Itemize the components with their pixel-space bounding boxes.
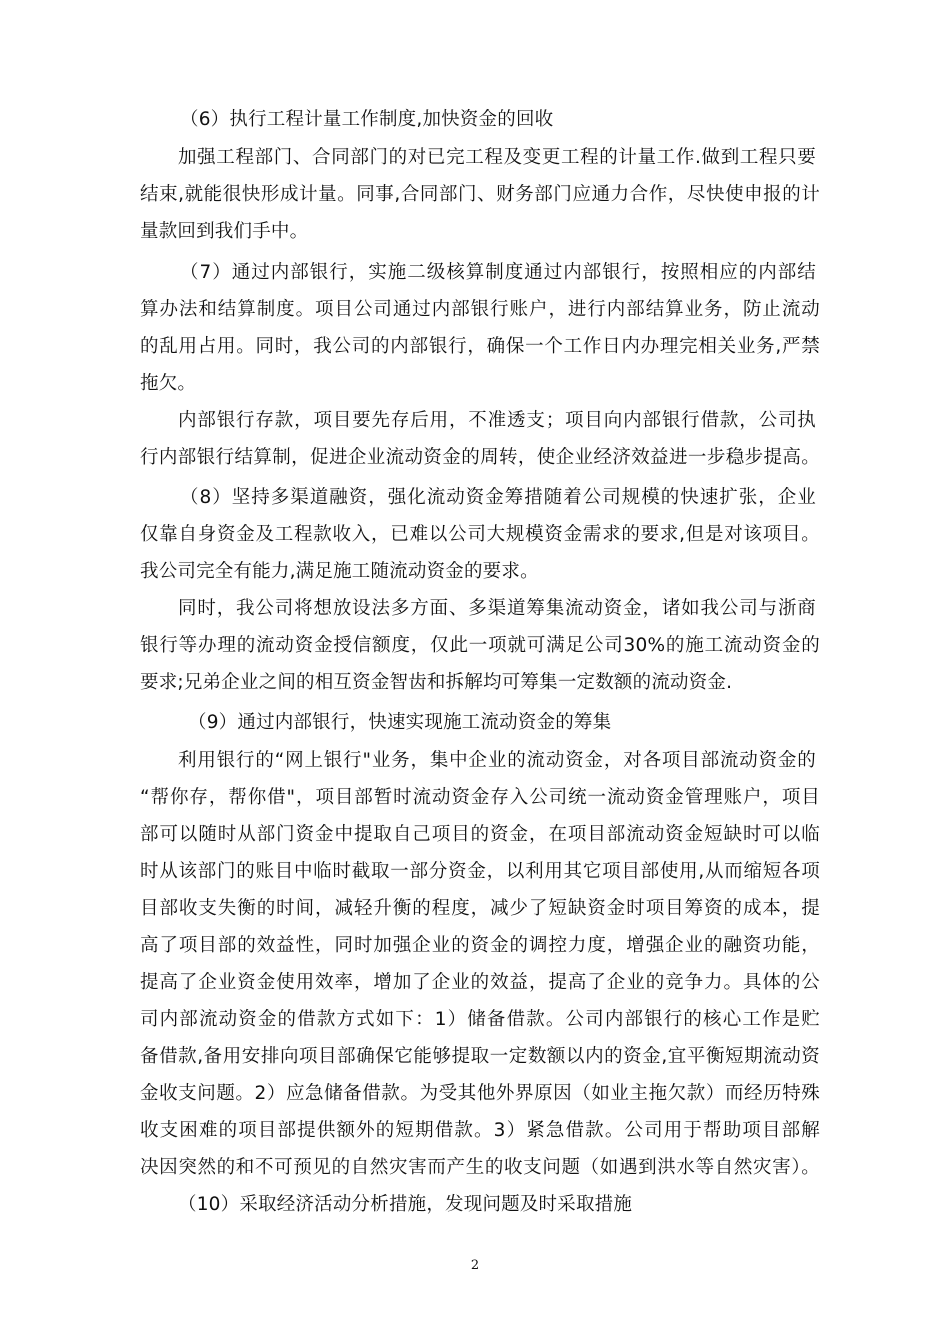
paragraph-line: 部可以随时从部门资金中提取自己项目的资金，在项目部流动资金短缺时可以临 (140, 824, 820, 845)
paragraph-line: 结束,就能很快形成计量。同事,合同部门、财务部门应通力合作，尽快使申报的计 (140, 184, 820, 205)
paragraph-line: 高了项目部的效益性，同时加强企业的资金的调控力度，增强企业的融资功能， (140, 935, 820, 956)
heading-item-8: （8）坚持多渠道融资，强化流动资金筹措随着公司规模的快速扩张，企业 (180, 487, 816, 508)
paragraph-line: 时从该部门的账目中临时截取一部分资金，以利用其它项目部使用,从而缩短各项 (140, 861, 820, 882)
paragraph-line: “帮你存，帮你借"，项目部暂时流动资金存入公司统一流动资金管理账户，项目 (140, 787, 820, 808)
paragraph-line: 拖欠。 (140, 373, 197, 394)
paragraph-line: 仅靠自身资金及工程款收入，已难以公司大规模资金需求的要求,但是对该项目。 (140, 524, 820, 545)
paragraph-line: 量款回到我们手中。 (140, 221, 309, 242)
paragraph-line: 同时，我公司将想放设法多方面、多渠道筹集流动资金，诸如我公司与浙商 (178, 598, 816, 619)
page-number: 2 (470, 1258, 480, 1273)
paragraph-line: 加强工程部门、合同部门的对已完工程及变更工程的计量工作.做到工程只要 (178, 147, 816, 168)
paragraph-line: 我公司完全有能力,满足施工随流动资金的要求。 (140, 561, 539, 582)
paragraph-line: 算办法和结算制度。项目公司通过内部银行账户，进行内部结算业务，防止流动 (140, 299, 820, 320)
paragraph-line: 司内部流动资金的借款方式如下：1）储备借款。公司内部银行的核心工作是贮 (140, 1009, 820, 1030)
paragraph-line: 内部银行存款，项目要先存后用，不准透支；项目向内部银行借款，公司执 (178, 410, 816, 431)
paragraph-line: 要求;兄弟企业之间的相互资金智齿和拆解均可筹集一定数额的流动资金. (140, 672, 733, 693)
paragraph-line: 决因突然的和不可预见的自然灾害而产生的收支问题（如遇到洪水等自然灾害）。 (140, 1157, 820, 1178)
heading-item-10: （10）采取经济活动分析措施，发现问题及时采取措施 (178, 1194, 633, 1215)
paragraph-line: 收支困难的项目部提供额外的短期借款。3）紧急借款。公司用于帮助项目部解 (140, 1120, 820, 1141)
heading-item-6: （6）执行工程计量工作制度,加快资金的回收 (180, 109, 554, 130)
paragraph-line: 银行等办理的流动资金授信额度，仅此一项就可满足公司30%的施工流动资金的 (140, 635, 820, 656)
paragraph-line: 提高了企业资金使用效率，增加了企业的效益，提高了企业的竞争力。具体的公 (140, 972, 820, 993)
paragraph-line: 备借款,备用安排向项目部确保它能够提取一定数额以内的资金,宜平衡短期流动资 (140, 1046, 820, 1067)
heading-item-7: （7）通过内部银行，实施二级核算制度通过内部银行，按照相应的内部结 (180, 262, 816, 283)
paragraph-line: 目部收支失衡的时间，减轻升衡的程度，减少了短缺资金时项目筹资的成本，提 (140, 898, 820, 919)
paragraph-line: 利用银行的“网上银行"业务，集中企业的流动资金，对各项目部流动资金的 (178, 750, 816, 771)
heading-item-9: （9）通过内部银行，快速实现施工流动资金的筹集 (188, 712, 612, 733)
paragraph-line: 行内部银行结算制，促进企业流动资金的周转，使企业经济效益进一步稳步提高。 (140, 447, 820, 468)
paragraph-line: 的乱用占用。同时，我公司的内部银行，确保一个工作日内办理完相关业务,严禁 (140, 336, 820, 357)
paragraph-line: 金收支问题。2）应急储备借款。为受其他外界原因（如业主拖欠款）而经历特殊 (140, 1083, 820, 1104)
